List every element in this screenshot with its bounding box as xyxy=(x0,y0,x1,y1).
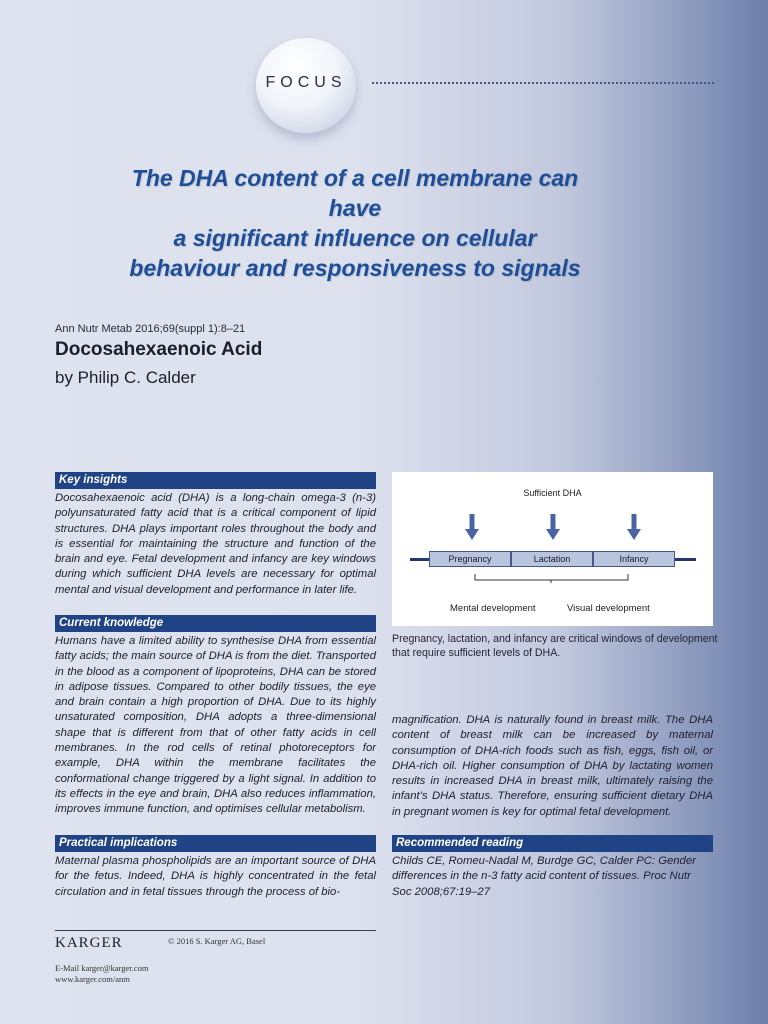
email-link[interactable]: E-Mail karger@karger.com xyxy=(55,963,149,973)
key-insights-text: Docosahexaenoic acid (DHA) is a long-chain omega-3 (n-3) polyunsaturated fatty acid that is a critical component of lipid structures. DHA plays important roles throughout the body and is essential for maintaining the structure and function of the brain and eye. Fetal development and infancy are key windows during which sufficient DHA levels are necessary for optimal mental and visual development and performance in later life. xyxy=(55,492,376,596)
recommended-reading-text: Childs CE, Romeu-Nadal M, Burdge GC, Calder PC: Gender differences in the n-3 fatty acid content of tissues. Proc Nutr Soc 2008;67:19–27 xyxy=(392,855,696,898)
mental-development-label: Mental development xyxy=(450,603,536,614)
current-knowledge-text: Humans have a limited ability to synthesise DHA from essential fatty acids; the main source of DHA is from the diet. Transported in the blood as a component of lipoproteins, DHA can be stored in adipose tissues. Compared to other bodily tissues, the eye and brain contain a high proportion of DHA. Due to its highly unsaturated composition, DHA adopts a three-dimensional shape that is different from that of other fatty acids in cell membranes. In the rod cells of retinal photoreceptors for example, DHA within the membrane facilitates the conformational change triggered by a light signal. In addition to its effects in the eye and brain, DHA also reduces inflammation, improves immune function, and optimises cellular metabolism. xyxy=(55,635,376,816)
publisher-logo: KARGER xyxy=(55,935,123,951)
stage-lactation: Lactation xyxy=(511,551,593,567)
down-arrow-icon xyxy=(465,514,479,540)
figure-caption: Pregnancy, lactation, and infancy are critical windows of development that require sufficient levels of DHA. xyxy=(392,633,718,659)
practical-implications-heading: Practical implications xyxy=(55,835,376,852)
author-byline: by Philip C. Calder xyxy=(55,368,196,387)
copyright-notice: © 2016 S. Karger AG, Basel xyxy=(168,936,266,946)
visual-development-label: Visual development xyxy=(567,603,650,614)
stage-pregnancy: Pregnancy xyxy=(429,551,511,567)
article-title: Docosahexaenoic Acid xyxy=(55,339,263,360)
footer-rule xyxy=(55,930,376,931)
practical-implications-text: Maternal plasma phospholipids are an important source of DHA for the fetus. Indeed, DHA is highly concentrated in the fetal circulation and in fetal tissues through the process of bio- xyxy=(55,855,376,898)
journal-citation: Ann Nutr Metab 2016;69(suppl 1):8–21 xyxy=(55,323,246,335)
dotted-rule xyxy=(372,82,714,84)
focus-label: FOCUS xyxy=(265,74,347,91)
headline-line-3: behaviour and responsiveness to signals xyxy=(129,255,581,281)
bracket xyxy=(474,574,629,583)
headline-line-1: The DHA content of a cell membrane can have xyxy=(131,165,579,221)
current-knowledge-heading: Current knowledge xyxy=(55,615,376,632)
contact-info xyxy=(55,963,148,985)
headline xyxy=(110,163,600,283)
down-arrow-icon xyxy=(627,514,641,540)
website-link[interactable]: www.karger.com/anm xyxy=(55,974,130,984)
stage-infancy: Infancy xyxy=(593,551,675,567)
dha-timeline-figure xyxy=(392,472,713,626)
figure-title: Sufficient DHA xyxy=(523,488,582,498)
down-arrow-icon xyxy=(546,514,560,540)
headline-line-2: a significant influence on cellular xyxy=(173,225,537,251)
key-insights-heading: Key insights xyxy=(55,472,376,489)
continuation-text: magnification. DHA is naturally found in breast milk. The DHA content of breast milk can be increased by maternal consumption of DHA-rich foods such as fish, eggs, fish oil, or DHA-rich oil. Higher consumption of DHA by lactating women results in increased DHA in breast milk, ultimately raising the infant’s DHA status. Therefore, ensuring sufficient dietary DHA in pregnant women is key for optimal fetal development. xyxy=(392,714,713,818)
recommended-reading-heading: Recommended reading xyxy=(392,835,713,852)
